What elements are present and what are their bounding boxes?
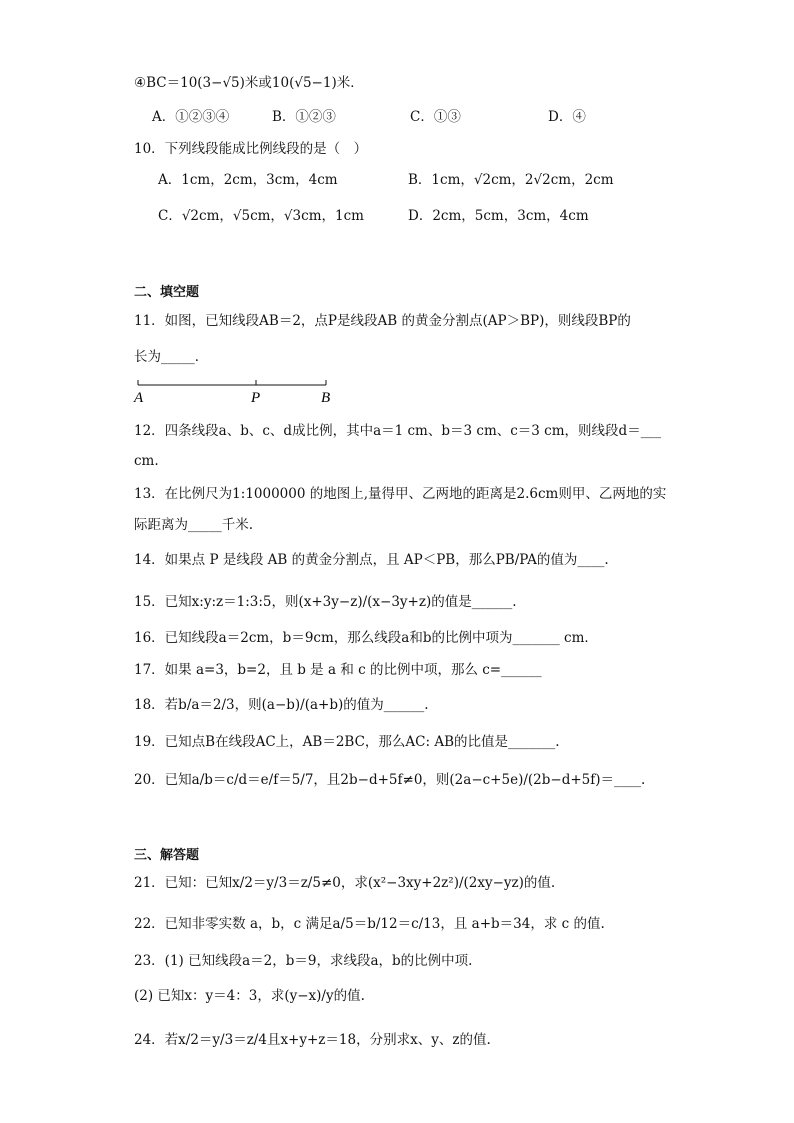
q9-option-a: A．①②③④ (152, 109, 230, 125)
q14-text: 14．如果点 P 是线段 AB 的黄金分割点，且 AP＜PB，那么PB/PA的值为____. (134, 552, 609, 568)
q16-text: 16．已知线段a＝2cm，b＝9cm，那么线段a和b的比例中项为_______ cm． (134, 630, 598, 646)
q10-option-b: B．1cm，√2cm，2√2cm，2cm (408, 172, 614, 188)
q15-text: 15．已知x:y:z＝1:3:5，则(x+3y−z)/(x−3y+z)的值是______. (134, 594, 517, 610)
q10-option-d: D．2cm，5cm，3cm，4cm (408, 208, 589, 224)
section-title-fill-in: 二、填空题 (134, 285, 200, 300)
q9-option-c: C．①③ (410, 109, 461, 125)
q20-text: 20．已知a/b＝c/d＝e/f＝5/7，且2b−d+5f≠0，则(2a−c+5e)/(2b−d+5f)＝____. (134, 772, 646, 788)
q13-cont: 际距离为_____千米. (134, 517, 254, 533)
q17-text: 17．如果 a=3，b=2，且 b 是 a 和 c 的比例中项，那么 c=______ (134, 662, 542, 678)
label-p: P (251, 390, 261, 406)
q21-text: 21．已知：已知x/2＝y/3＝z/5≠0，求(x²−3xy+2z²)/(2xy−yz)的值. (134, 875, 556, 891)
q24-text: 24．若x/2＝y/3＝z/4且x+y+z＝18，分别求x、y、z的值. (134, 1032, 491, 1048)
q9-item4: ④BC＝10(3−√5)米或10(√5−1)米． (134, 75, 364, 91)
q9-option-d: D．④ (548, 109, 586, 125)
q18-text: 18．若b/a＝2/3，则(a−b)/(a+b)的值为______. (134, 697, 429, 713)
q12-text: 12．四条线段a、b、c、d成比例，其中a＝1 cm、b＝3 cm、c＝3 cm，则线段d＝___ (134, 423, 661, 439)
q11-cont: 长为_____． (134, 349, 209, 365)
q10-option-c: C．√2cm，√5cm，√3cm，1cm (158, 208, 364, 224)
q22-text: 22．已知非零实数 a，b，c 满足a/5＝b/12＝c/13，且 a+b＝34，求 c 的值. (134, 916, 605, 932)
q23-part2: (2) 已知x：y＝4：3，求(y−x)/y的值. (134, 988, 365, 1004)
label-b: B (321, 390, 331, 406)
q10-option-a: A．1cm，2cm，3cm，4cm (158, 172, 338, 188)
q23-part1: 23．(1) 已知线段a＝2，b＝9，求线段a，b的比例中项. (134, 953, 473, 969)
q13-text: 13．在比例尺为1:1000000 的地图上,量得甲、乙两地的距离是2.6cm则甲、乙两地的实 (134, 486, 667, 502)
q9-option-b: B．①②③ (272, 109, 336, 125)
q10-stem: 10．下列线段能成比例线段的是（ ） (134, 141, 368, 157)
q11-text: 11．如图，已知线段AB＝2，点P是线段AB 的黄金分割点(AP＞BP)，则线段BP的 (134, 313, 631, 329)
section-title-answer: 三、解答题 (134, 848, 200, 863)
q11-segment-figure (130, 372, 350, 408)
q19-text: 19．已知点B在线段AC上，AB＝2BC，那么AC: AB的比值是_______. (134, 734, 560, 750)
q12-cont: cm. (134, 453, 159, 469)
label-a: A (134, 390, 144, 406)
